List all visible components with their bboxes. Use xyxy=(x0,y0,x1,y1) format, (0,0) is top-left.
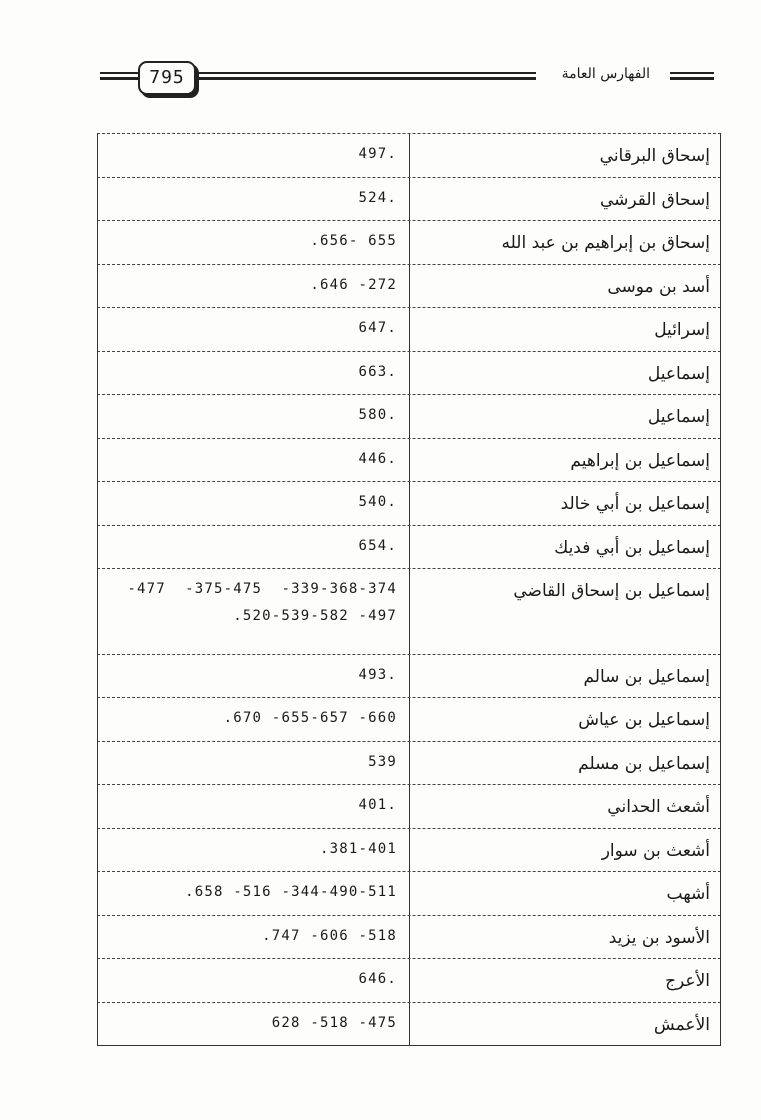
table-row xyxy=(97,133,721,177)
page-refs xyxy=(98,221,410,264)
entry-name: إسماعيل بن إبراهيم xyxy=(570,451,710,471)
entry-name: إسرائيل xyxy=(654,320,710,340)
entry-name: الأسود بن يزيد xyxy=(608,928,710,948)
page-ref-line: .497 xyxy=(358,146,397,162)
table-row xyxy=(97,220,721,264)
table-row xyxy=(97,1002,721,1046)
entry-name: إسماعيل xyxy=(647,364,710,384)
table-row xyxy=(97,351,721,394)
header-rule-right-thick xyxy=(670,77,714,80)
table-row xyxy=(97,177,721,220)
page-ref-line: .446 xyxy=(358,451,397,467)
table-row xyxy=(97,915,721,958)
running-title: الفهارس العامة xyxy=(561,66,650,82)
page-ref-line: 344-490-511- 516- 658. xyxy=(185,884,397,900)
page-ref-line: .493 xyxy=(358,667,397,683)
page-refs xyxy=(98,829,410,871)
page-refs xyxy=(98,482,410,525)
entry-name: أشهب xyxy=(666,884,710,904)
entry-name: إسحاق القرشي xyxy=(599,190,710,210)
table-row xyxy=(97,871,721,915)
page-ref-line: .647 xyxy=(358,320,397,336)
entry-name: أشعث بن سوار xyxy=(601,841,710,861)
page-refs xyxy=(98,655,410,697)
page-ref-line: 539 xyxy=(368,754,397,770)
page-ref-line: .524 xyxy=(358,190,397,206)
table-row xyxy=(97,264,721,307)
entry-name: إسحاق البرقاني xyxy=(599,146,710,166)
page-ref-line: 655 -656. xyxy=(310,233,397,249)
entry-name: إسماعيل بن أبي خالد xyxy=(560,494,710,514)
page-ref-line: .580 xyxy=(358,407,397,423)
page-ref-line: .401 xyxy=(358,797,397,813)
table-row xyxy=(97,481,721,525)
running-header xyxy=(0,58,761,98)
table-row xyxy=(97,697,721,741)
table-row xyxy=(97,438,721,481)
page-refs xyxy=(98,134,410,177)
entry-name: إسماعيل بن عياش xyxy=(578,710,710,730)
page-refs xyxy=(98,308,410,351)
entry-name: إسماعيل xyxy=(647,407,710,427)
header-rule-mid-thick xyxy=(198,77,536,80)
table-row xyxy=(97,307,721,351)
page-refs xyxy=(98,785,410,828)
page-refs xyxy=(98,742,410,784)
table-row xyxy=(97,958,721,1002)
page-ref-line: .663 xyxy=(358,364,397,380)
table-row xyxy=(97,784,721,828)
table-row xyxy=(97,525,721,568)
entry-name: إسماعيل بن أبي فديك xyxy=(554,538,710,558)
entry-name: إسماعيل بن مسلم xyxy=(578,754,710,774)
entry-name: الأعرج xyxy=(665,971,710,991)
page-refs xyxy=(98,352,410,394)
page-refs xyxy=(98,178,410,220)
page-ref-line: .646 xyxy=(358,971,397,987)
table-row xyxy=(97,394,721,438)
table-row xyxy=(97,654,721,697)
page-refs xyxy=(98,569,410,654)
header-rule-right-thin xyxy=(670,72,714,74)
page-ref-line: 381-401. xyxy=(319,841,397,857)
page-refs xyxy=(98,439,410,481)
page-ref-line: 475- 518- 628 xyxy=(271,1015,397,1031)
header-rule-left-thin xyxy=(100,72,140,74)
page-ref-line: 272- 646. xyxy=(310,277,397,293)
index-table xyxy=(97,133,721,1046)
page-number: 795 xyxy=(138,61,196,95)
page-ref-line: 497- 520-539-582. xyxy=(233,608,397,624)
page-refs xyxy=(98,959,410,1002)
page-refs xyxy=(98,265,410,307)
page-ref-line: .654 xyxy=(358,538,397,554)
entry-name: الأعمش xyxy=(653,1015,710,1035)
page-refs xyxy=(98,872,410,915)
page-ref-line: 660- 655-657- 670. xyxy=(223,710,397,726)
entry-name: أسد بن موسى xyxy=(607,277,710,297)
page-refs xyxy=(98,1003,410,1045)
table-row xyxy=(97,741,721,784)
entry-name: إسماعيل بن إسحاق القاضي xyxy=(513,581,710,601)
page-ref-line: 339-368-374- 375-475- 477- xyxy=(127,581,397,597)
header-rule-mid-thin xyxy=(198,72,536,74)
entry-name: أشعث الحداني xyxy=(607,797,710,817)
page-refs xyxy=(98,395,410,438)
page-refs xyxy=(98,526,410,568)
header-rule-left-thick xyxy=(100,77,140,80)
table-row xyxy=(97,828,721,871)
page-refs xyxy=(98,698,410,741)
page-refs xyxy=(98,916,410,958)
page-ref-line: 518- 606- 747. xyxy=(262,928,397,944)
table-row xyxy=(97,568,721,654)
entry-name: إسحاق بن إبراهيم بن عبد الله xyxy=(501,233,710,253)
page-ref-line: .540 xyxy=(358,494,397,510)
entry-name: إسماعيل بن سالم xyxy=(583,667,710,687)
